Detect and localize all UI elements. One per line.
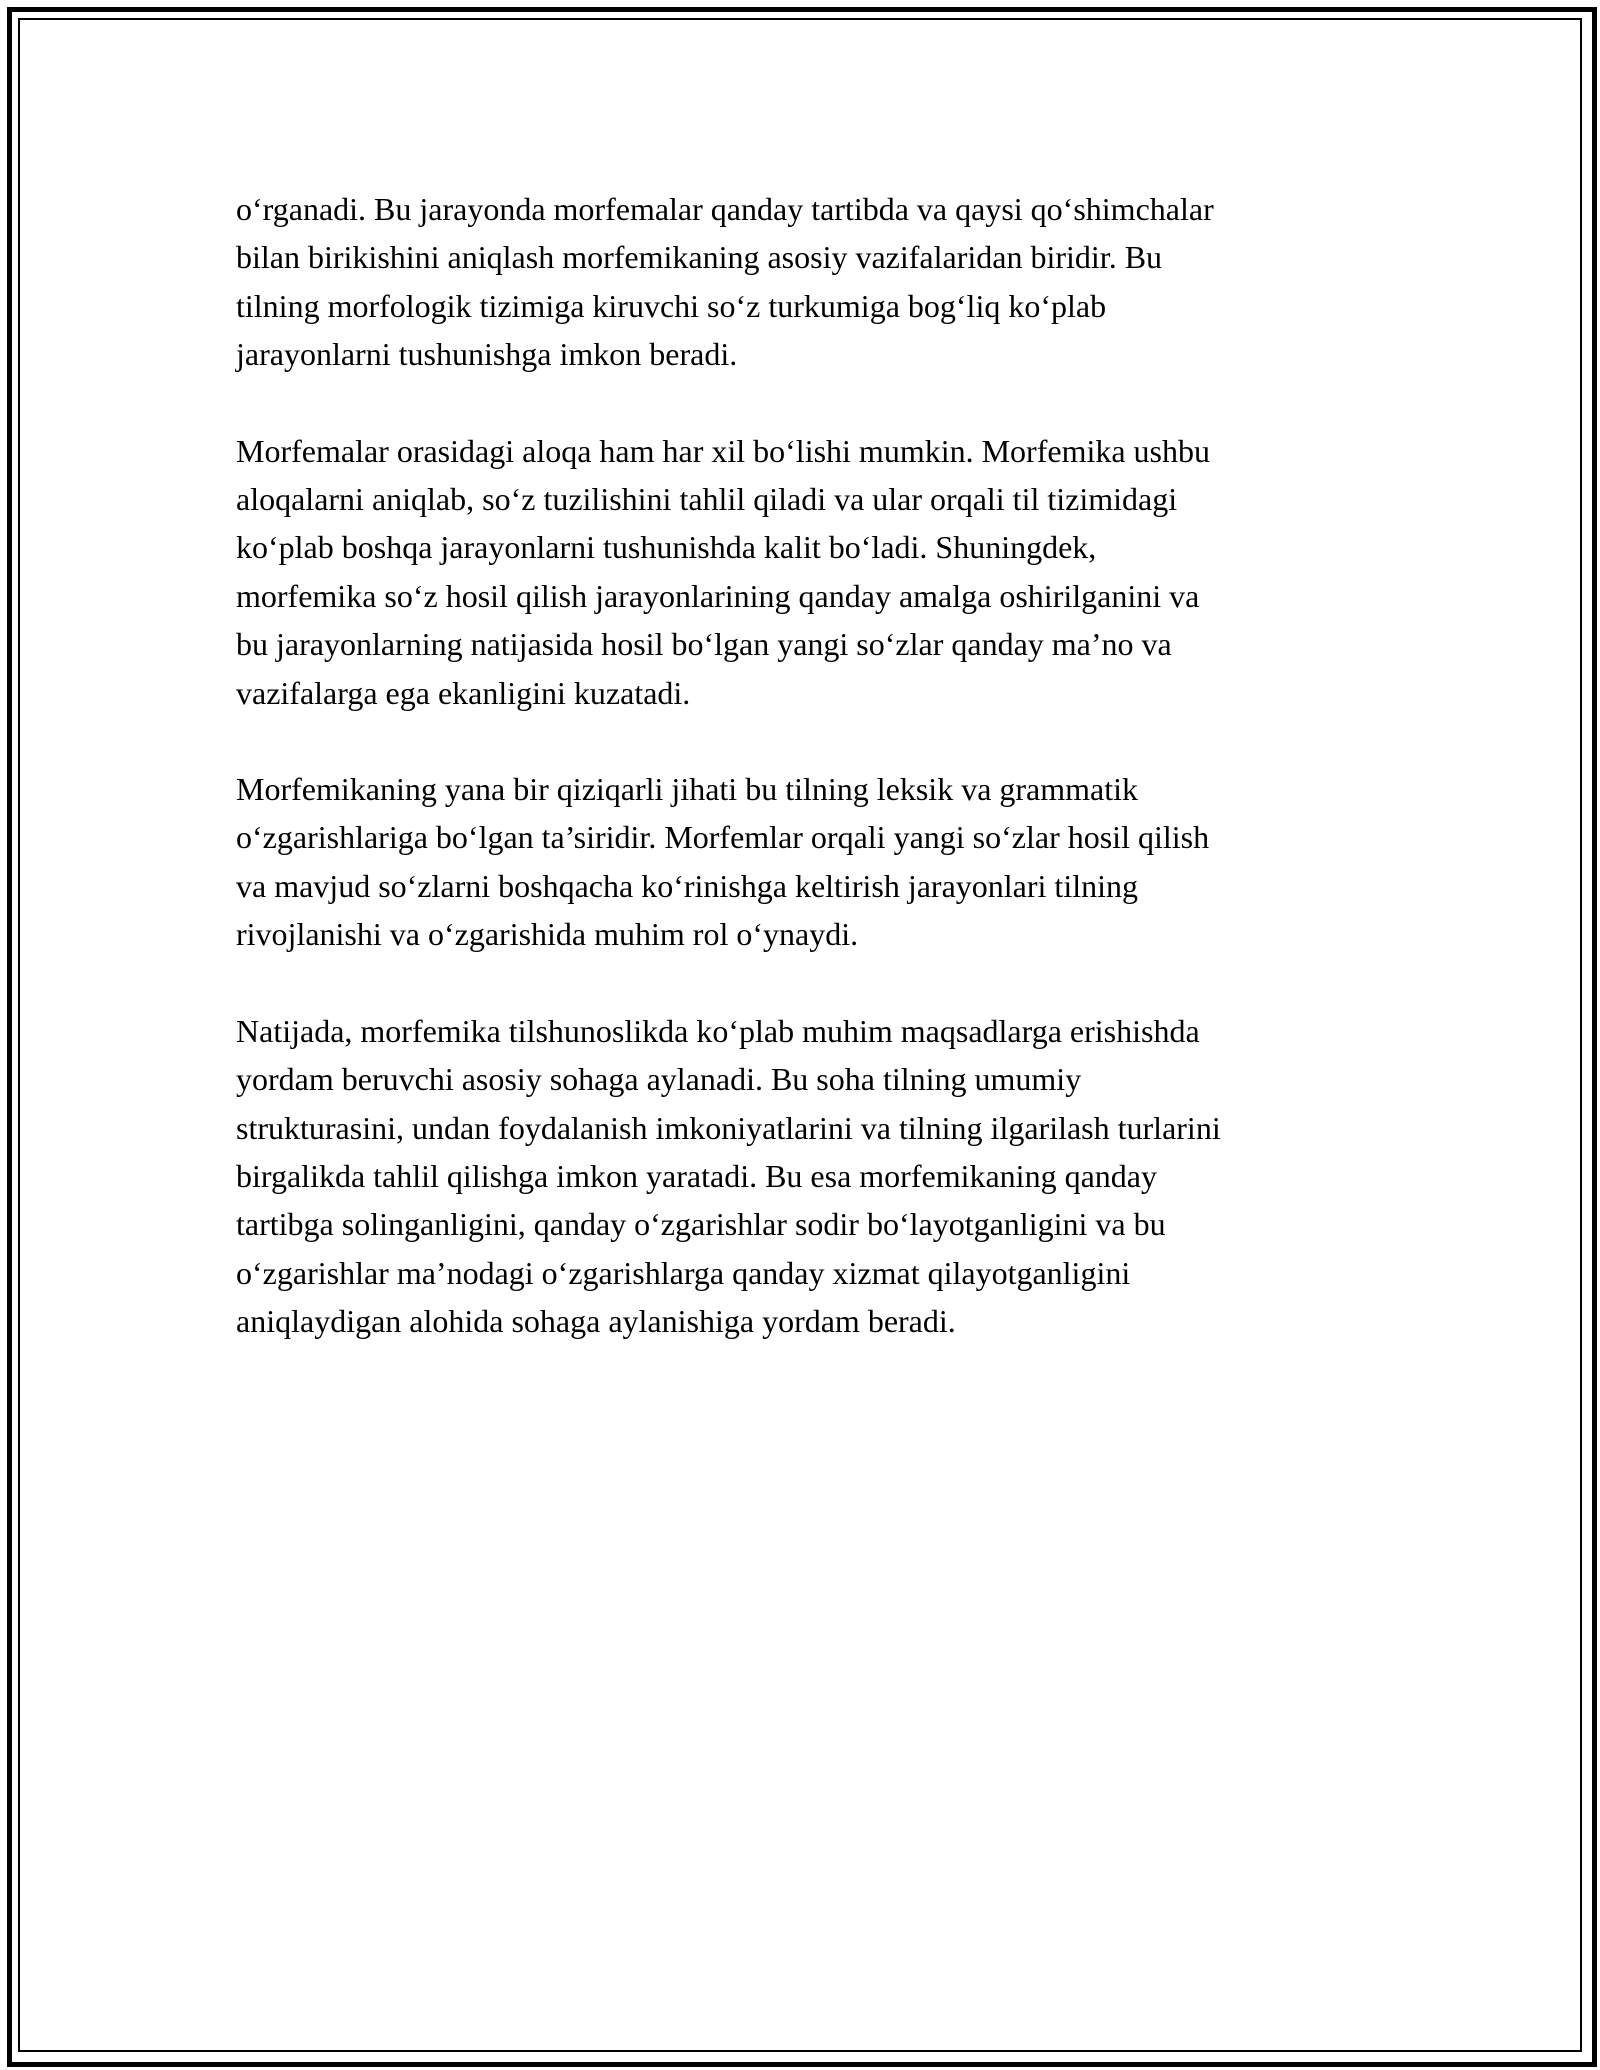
text-line: va mavjud so‘zlarni boshqacha ko‘rinishga keltirish jarayonlari tilning — [236, 867, 1138, 904]
text-line: tilning morfologik tizimiga kiruvchi so‘z turkumiga bog‘liq ko‘plab — [236, 287, 1107, 324]
text-line: rivojlanishi va o‘zgarishida muhim rol o‘ynaydi. — [236, 916, 859, 953]
text-line: aniqlaydigan alohida sohaga aylanishiga yordam beradi. — [236, 1303, 956, 1340]
text-line: Natijada, morfemika tilshunoslikda ko‘plab muhim maqsadlarga erishishda — [236, 1012, 1200, 1049]
text-line: bilan birikishini aniqlash morfemikaning asosiy vazifalaridan biridir. Bu — [236, 239, 1163, 276]
text-line: strukturasini, undan foydalanish imkoniyatlarini va tilning ilgarilash turlarini — [236, 1109, 1221, 1146]
text-line: tartibga solinganligini, qanday o‘zgarishlar sodir bo‘layotganligini va bu — [236, 1206, 1166, 1243]
text-line: o‘zgarishlariga bo‘lgan ta’siridir. Morfemlar orqali yangi so‘zlar hosil qilish — [236, 819, 1210, 856]
text-line: o‘zgarishlar ma’nodagi o‘zgarishlarga qanday xizmat qilayotganligini — [236, 1254, 1131, 1291]
text-line: jarayonlarni tushunishga imkon beradi. — [236, 336, 738, 373]
page-content — [236, 185, 1376, 1394]
paragraph-2 — [236, 427, 1376, 717]
text-line: aloqalarni aniqlab, so‘z tuzilishini tahlil qiladi va ular orqali til tizimidagi — [236, 481, 1178, 518]
text-line: bu jarayonlarning natijasida hosil bo‘lgan yangi so‘zlar qanday ma’no va — [236, 626, 1172, 663]
text-line: morfemika so‘z hosil qilish jarayonlarining qanday amalga oshirilganini va — [236, 577, 1200, 614]
paragraph-4 — [236, 1007, 1376, 1346]
text-line: yordam beruvchi asosiy sohaga aylanadi. Bu soha tilning umumiy — [236, 1061, 1082, 1098]
text-line: birgalikda tahlil qilishga imkon yaratadi. Bu esa morfemikaning qanday — [236, 1157, 1157, 1194]
paragraph-3 — [236, 765, 1376, 959]
text-line: vazifalarga ega ekanligini kuzatadi. — [236, 674, 691, 711]
text-line: o‘rganadi. Bu jarayonda morfemalar qanday tartibda va qaysi qo‘shimchalar — [236, 191, 1214, 227]
text-line: Morfemalar orasidagi aloqa ham har xil bo‘lishi mumkin. Morfemika ushbu — [236, 432, 1210, 469]
text-line: ko‘plab boshqa jarayonlarni tushunishda kalit bo‘ladi. Shuningdek, — [236, 529, 1097, 566]
paragraph-1 — [236, 185, 1376, 379]
text-line: Morfemikaning yana bir qiziqarli jihati bu tilning leksik va grammatik — [236, 771, 1139, 808]
